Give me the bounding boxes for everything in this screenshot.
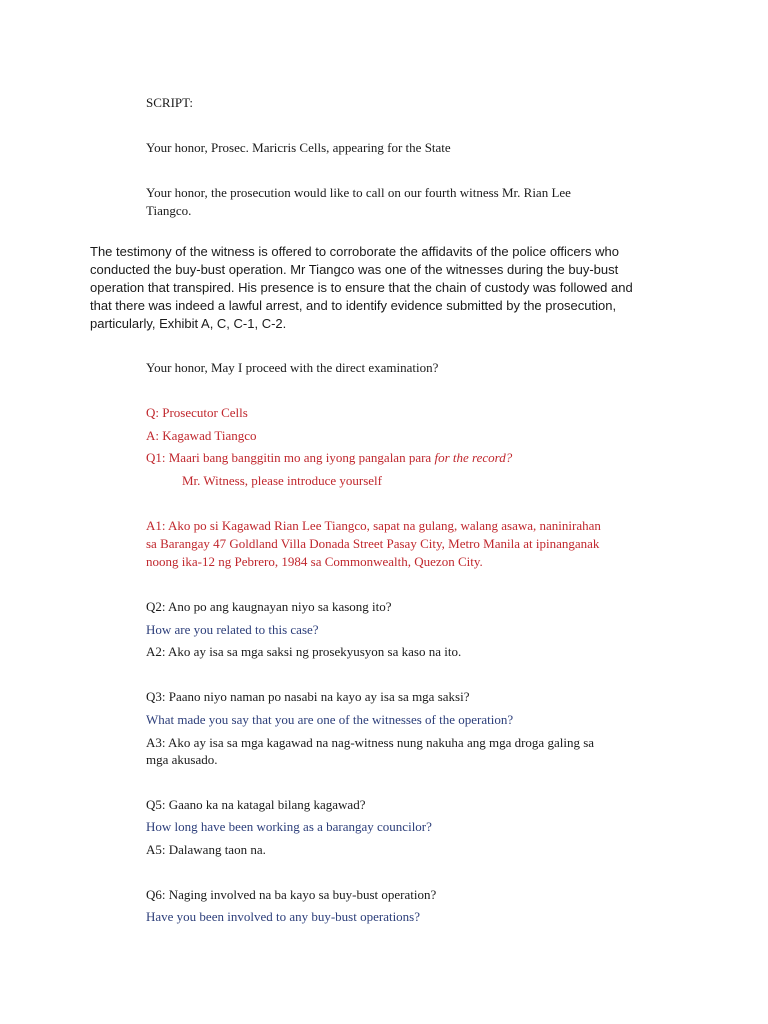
q3-english: What made you say that you are one of the witnesses of the operation? <box>146 712 514 727</box>
q3-question: Q3: Paano niyo naman po nasabi na kayo ay isa sa mga saksi? <box>146 689 470 704</box>
a1-line-3: noong ika-12 ng Pebrero, 1984 sa Commonwealth, Quezon City. <box>146 554 483 569</box>
q1-text: Q1: Maari bang banggitin mo ang iyong pangalan para <box>146 450 435 465</box>
a3-line-2: mga akusado. <box>146 752 218 767</box>
q1-question <box>146 449 512 467</box>
q5-question: Q5: Gaano ka na katagal bilang kagawad? <box>146 797 366 812</box>
q6-english: Have you been involved to any buy-bust operations? <box>146 909 421 924</box>
q2-english: How are you related to this case? <box>146 622 319 637</box>
a1-line-1: A1: Ako po si Kagawad Rian Lee Tiangco, sapat na gulang, walang asawa, naninirahan <box>146 518 601 533</box>
offer-paragraph-line-3: operation that transpired. His presence is to ensure that the chain of custody was followed and <box>90 280 633 295</box>
script-heading: SCRIPT: <box>146 95 194 110</box>
role-questioner: Q: Prosecutor Cells <box>146 405 248 420</box>
call-witness-line-1: Your honor, the prosecution would like to call on our fourth witness Mr. Rian Lee <box>146 185 571 200</box>
role-answerer: A: Kagawad Tiangco <box>146 428 257 443</box>
q5-english: How long have been working as a barangay councilor? <box>146 819 432 834</box>
a1-line-2: sa Barangay 47 Goldland Villa Donada Street Pasay City, Metro Manila at ipinanganak <box>146 536 600 551</box>
intro-appearance: Your honor, Prosec. Maricris Cells, appearing for the State <box>146 140 451 155</box>
a5-answer: A5: Dalawang taon na. <box>146 842 266 857</box>
offer-paragraph-line-4: that there was indeed a lawful arrest, and to identify evidence submitted by the prosecution, <box>90 298 617 313</box>
q2-question: Q2: Ano po ang kaugnayan niyo sa kasong ito? <box>146 599 392 614</box>
proceed-request: Your honor, May I proceed with the direct examination? <box>146 360 439 375</box>
q1-italic: for the record? <box>434 450 513 465</box>
a2-answer: A2: Ako ay isa sa mga saksi ng prosekyusyon sa kaso na ito. <box>146 644 462 659</box>
a3-line-1: A3: Ako ay isa sa mga kagawad na nag-witness nung nakuha ang mga droga galing sa <box>146 735 595 750</box>
offer-paragraph-line-5: particularly, Exhibit A, C, C-1, C-2. <box>90 316 287 331</box>
offer-paragraph-line-2: conducted the buy-bust operation. Mr Tiangco was one of the witnesses during the buy-bust <box>90 262 619 277</box>
q6-question: Q6: Naging involved na ba kayo sa buy-bust operation? <box>146 887 437 902</box>
q1-english: Mr. Witness, please introduce yourself <box>182 473 382 488</box>
call-witness-line-2: Tiangco. <box>146 203 192 218</box>
offer-paragraph-line-1: The testimony of the witness is offered to corroborate the affidavits of the police officers who <box>90 244 619 259</box>
